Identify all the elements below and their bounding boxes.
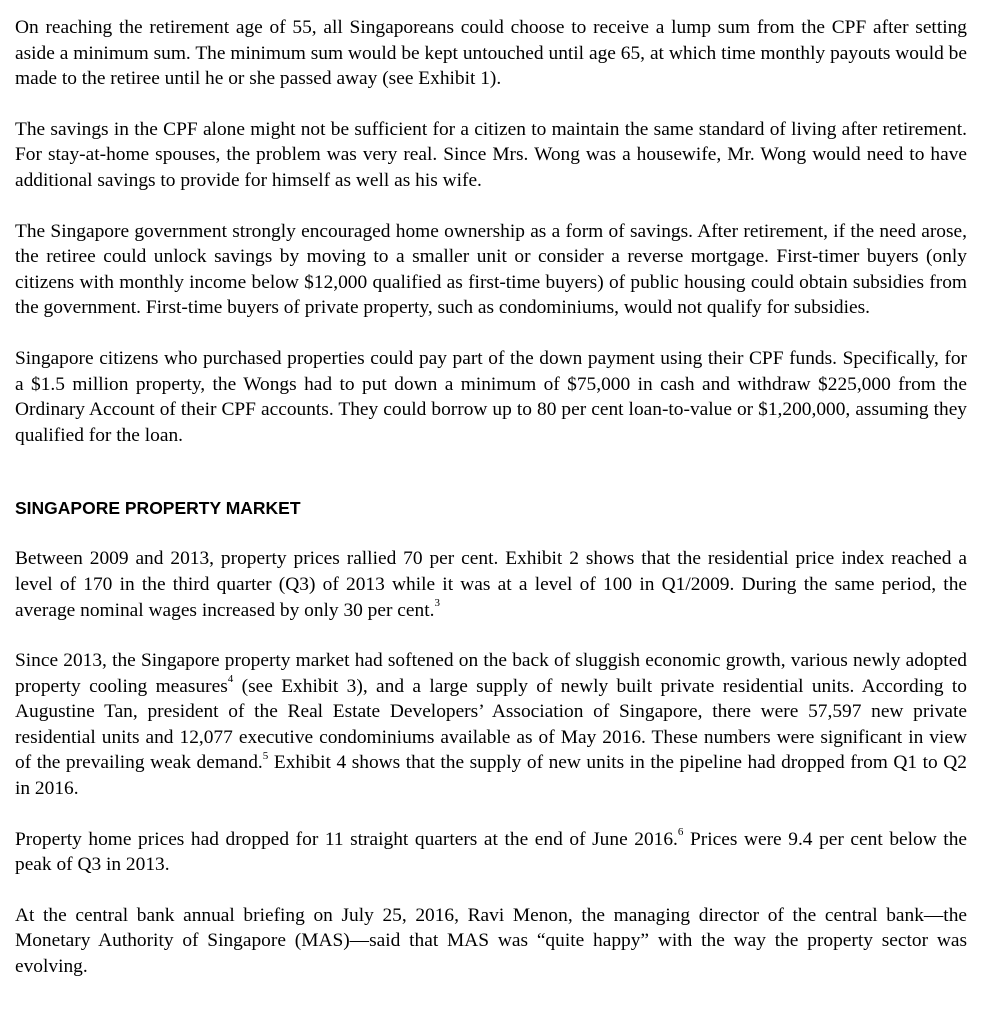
paragraph-down-payment: Singapore citizens who purchased properties could pay part of the down payment using their CPF funds. Specifically, for a $1.5 million property, the Wongs had to put down a minimum of $75,000 in cash and withdraw $225,000 from the Ordinary Account of their CPF accounts. They could borrow up to 80 per cent loan-to-value or $1,200,000, assuming they qualified for the loan.: [15, 347, 967, 446]
document-page: [15, 15, 967, 980]
paragraph-market-softened-part-b: (see Exhibit 3), and a large supply of newly built private residential units. According to Augustine Tan, president of the Real Estate Developers’ Association of Singapore, there were 57,597 new private residential units and 12,077 executive condominiums available as of May 2016. These numbers were significant in view of the prevailing weak demand.: [15, 675, 967, 774]
paragraph-market-softened-part-c: Exhibit 4 shows that the supply of new units in the pipeline had dropped from Q1 to Q2 in 2016.: [15, 752, 967, 800]
section-heading: SINGAPORE PROPERTY MARKET: [15, 498, 301, 519]
paragraph-mas-briefing: At the central bank annual briefing on July 25, 2016, Ravi Menon, the managing director of the central bank—the Monetary Authority of Singapore (MAS)—said that MAS was “quite happy” with the way the property sector was evolving.: [15, 904, 967, 978]
footnote-ref-4: 4: [227, 673, 234, 686]
paragraph-retirement-age: On reaching the retirement age of 55, all Singaporeans could choose to receive a lump sum from the CPF after setting aside a minimum sum. The minimum sum would be kept untouched until age 65, at which time monthly payouts would be made to the retiree until he or she passed away (see Exhibit 1).: [15, 17, 967, 90]
paragraph-home-ownership: The Singapore government strongly encouraged home ownership as a form of savings. After retirement, if the need arose, the retiree could unlock savings by moving to a smaller unit or consider a reverse mortgage. First-timer buyers (only citizens with monthly income below $12,000 qualified as first-time buyers) of public housing could obtain subsidies from the government. First-time buyers of private property, such as condominiums, would not qualify for subsidies.: [15, 220, 967, 319]
paragraph-cpf-savings: The savings in the CPF alone might not be sufficient for a citizen to maintain the same standard of living after retirement. For stay-at-home spouses, the problem was very real. Since Mrs. Wong was a housewife, Mr. Wong would need to have additional savings to provide for himself as well as his wife.: [15, 118, 967, 191]
paragraph-market-softened-part-a: Since 2013, the Singapore property market had softened on the back of sluggish economic growth, various newly adopted property cooling measures: [15, 650, 967, 697]
footnote-ref-3: 3: [434, 597, 440, 610]
paragraph-prices-dropped-part-b: Prices were 9.4 per cent below the peak of Q3 in 2013.: [15, 828, 967, 876]
paragraph-market-softened: [15, 648, 967, 802]
paragraph-prices-dropped: [15, 827, 967, 878]
footnote-ref-6: 6: [677, 826, 684, 839]
paragraph-price-rally: [15, 546, 967, 623]
footnote-ref-5: 5: [262, 750, 269, 762]
paragraph-prices-dropped-part-a: Property home prices had dropped for 11 straight quarters at the end of June 2016.: [15, 828, 678, 850]
paragraph-price-rally-text: Between 2009 and 2013, property prices rallied 70 per cent. Exhibit 2 shows that the residential price index reached a level of 170 in the third quarter (Q3) of 2013 while it was at a level of 100 in Q1/2009. During the same period, the average nominal wages increased by only 30 per cent.: [15, 548, 967, 621]
